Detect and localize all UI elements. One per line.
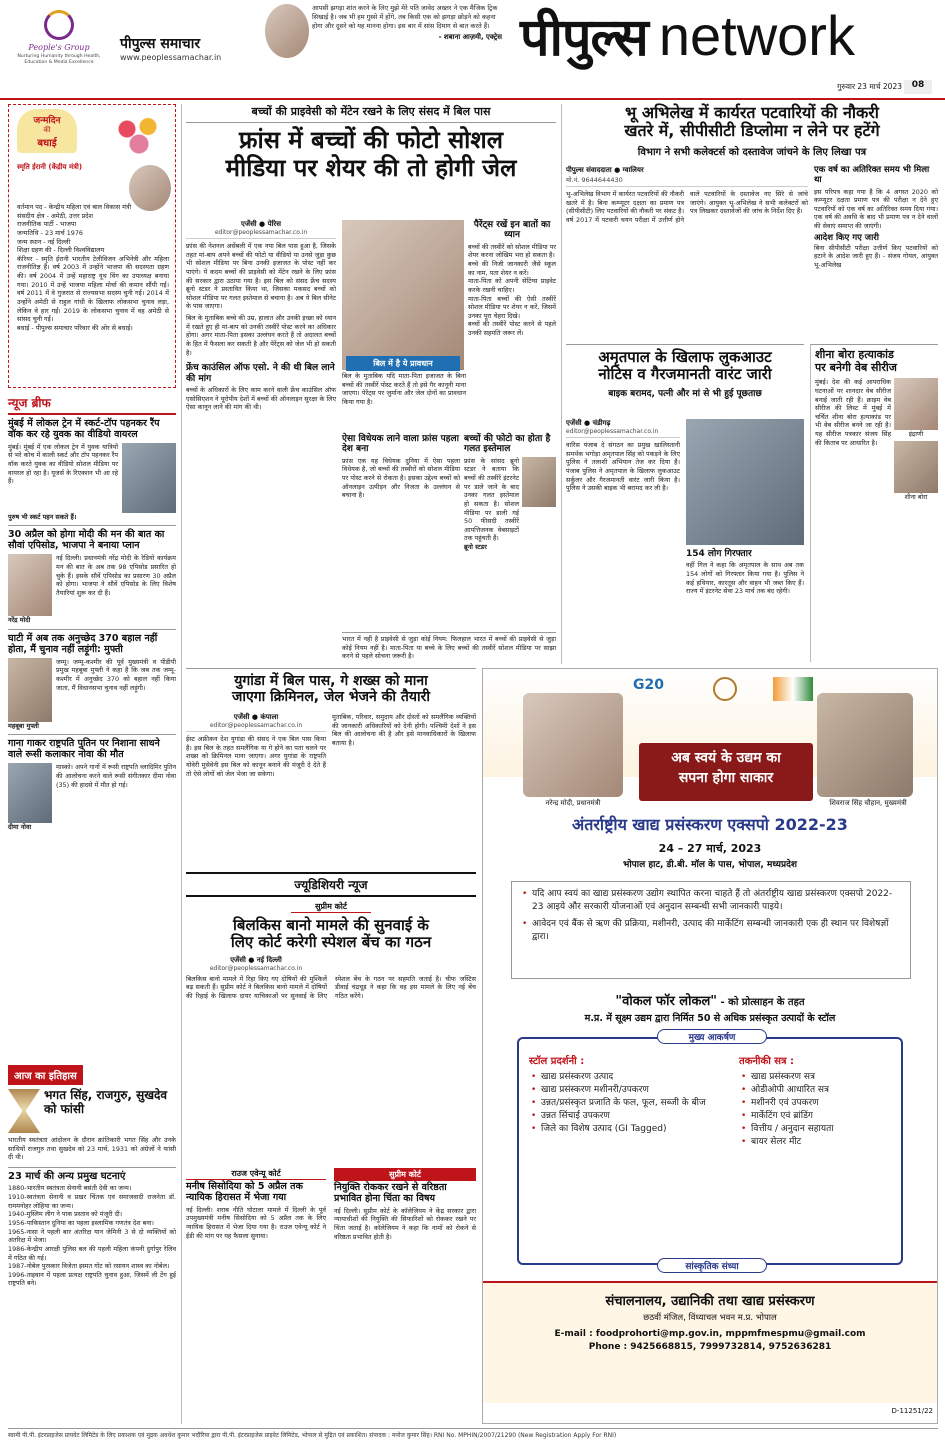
stall-item: • उन्नत/प्रसंस्कृत प्रजाति के फल, फूल, सब्जी के बीज	[529, 1097, 729, 1110]
peoples-group-logo	[14, 10, 104, 90]
expo-points	[511, 881, 911, 979]
title-network: network	[658, 4, 855, 67]
masthead-title	[520, 0, 940, 80]
msme-line: म.प्र. में सूक्ष्म उद्यम द्वारा निर्मित 50 से अधिक प्रसंस्कृत उत्पादों के स्टॉल	[584, 1013, 836, 1024]
ad-code: D-11251/22	[891, 1407, 933, 1415]
event-item: 1996-ताइवान में पहला प्रत्यक्ष राष्ट्रपति चुनाव हुआ, जिसमें ली टेंग हुई राष्ट्रपति बने।	[8, 1270, 176, 1288]
tech-item: • वित्तीय / अनुदान सहायता	[739, 1123, 899, 1136]
parents-sidebar: पैरेंट्स रखें इन बातों का ध्यान बच्चों की तस्वीरें को सोशल मीडिया पर शेयर करना जोखिम भरा हो सकता है। बच्चे की निजी जानकारी जैसे स्कूल का नाम, पता शेयर न करें। माता-पिता को अपनी सेटिंग्स प्राइवेट करके रखनी चाहिए। माता-पिता बच्चों की ऐसी तस्वीरें सोशल मीडिया पर शेयर न करें, जिसमें उनका पूरा चेहरा दिखे। बच्चों की तस्वीरें पोस्ट करने से पहले उनकी सहमति जरूर लें।	[468, 220, 556, 338]
group-name: People's Group	[28, 43, 90, 52]
brief-photo-1	[122, 443, 176, 513]
g20-logo: G20	[633, 677, 664, 693]
stall-item: • जिले का विशेष उत्पाद (GI Tagged)	[529, 1123, 729, 1136]
brief-item-3: घाटी में अब तक अनुच्छेद 370 बहाल नहीं होता, मैं चुनाव नहीं लड़ूंगी: मुफ्ती जम्मू। जम्मू-कश्मीर की पूर्व मुख्यमंत्री व पीडीपी प्रमुख महबूबा मुफ्ती ने कहा है कि जब तक जम्मू-कश्मीर में अनुच्छेद 370 को बहाल नहीं किया जाता, मैं विधानसभा चुनाव नहीं लड़ूंगी। महबूबा मुफ्ती	[8, 632, 176, 730]
dept-email: E-mail : foodprohorti@mp.gov.in, mppmfmespmu@gmail.com	[554, 1329, 866, 1339]
sidebar-item: बच्चों की तस्वीरें पोस्ट करने से पहले उनकी सहमति जरूर लें।	[468, 320, 556, 338]
bilkis-headline: बिलकिस बानो मामले की सुनवाई के लिए कोर्ट करेगी स्पेशल बेंच का गठन	[230, 916, 432, 952]
azadi-logo-icon	[773, 677, 813, 701]
attractions-box	[517, 1033, 903, 1272]
expo-point: • यदि आप स्वयं का खाद्य प्रसंस्करण उद्योग स्थापित करना चाहते हैं तो अंतर्राष्ट्रीय खाद्य प्रसंस्करण एक्सपो 2022-23 आइये और सरकारी योजनाओं एवं अनुदान सम्बन्धी सभी जानकारी पाइये।	[520, 888, 902, 914]
date-line: गुरुवार 23 मार्च 2023	[837, 82, 902, 91]
patwari-deck: विभाग ने सभी कलेक्टर्स को दस्तावेज जांचने के लिए लिखा पत्र	[637, 146, 867, 158]
event-item: 1965-नासा ने पहली बार अंतरिक्ष यान जेमिनी 3 से दो व्यक्तियों को अंतरिक्ष में भेजा।	[8, 1227, 176, 1245]
quote-author: - शबाना आज़मी, एक्ट्रेस	[438, 32, 502, 41]
cultural-tag: सांस्कृतिक संध्या	[657, 1258, 767, 1273]
tech-item: • बायर सेलर मीट	[739, 1136, 899, 1149]
uganda-headline: युगांडा में बिल पास, गे शख्स को माना जाएगा क्रिमिनल, जेल भेजने की तैयारी	[232, 673, 430, 706]
expo-point: • आवेदन एवं बैंक से ऋण की प्रक्रिया, मशीनरी, उत्पाद की मार्केटिंग सम्बन्धी जानकारी एक ही स्थान पर विशेषज्ञों द्वारा।	[520, 918, 902, 944]
judiciary-heading: ज्यूडिशियरी न्यूज	[186, 872, 476, 897]
news-brief-tag: न्यूज ब्रीफ	[8, 394, 176, 415]
tech-item: • ओडीओपी आधारित सत्र	[739, 1084, 899, 1097]
pm-caption: नरेन्द्र मोदी, प्रधानमंत्री	[545, 799, 601, 807]
uganda-story: युगांडा में बिल पास, गे शख्स को माना जाएगा क्रिमिनल, जेल भेजने की तैयारी एजेंसी ● कंपाला editor@peoplessamachar.co.in ईस्ट अफ्रीकन देश युगांडा की संसद ने एक बिल पास किया है। इस बिल के तहत समलैंगिक या गे होने का पता चलने पर शख्स को क्रिमिनल माना जाएगा। अगर युगांडा के राष्ट्रपति योवेरी मुसेवेनी इस बिल को कानून बनाने की मंजूरी दे देते हैं तो ऐसे लोगों को जेल भेजा जा सकेगा। मुताबिक, परिवार, समुदाय और दोस्तों को समलैंगिक व्यक्तियों की जानकारी अधिकारियों को देनी होगी। पश्चिमी देशों ने इस बिल की आलोचना की है और इसे मानवाधिकारों के खिलाफ बताया है।	[186, 668, 476, 868]
quote-text: आपसी झगड़ा शांत करने के लिए मुझे मेरे पति जावेद अख्तर ने एक मैजिक ट्रिक सिखाई है। जब भी हम गुस्से में होंगे, तब किसी एक को झगड़ा छोड़ने को कहना होगा और दूसरे को यह मानना होगा। इस बार में सांस दिमाग से बात करते हैं।	[312, 4, 498, 30]
itihas-title: भगत सिंह, राजगुरु, सुखदेव को फांसी	[44, 1088, 168, 1116]
sidebar-item: बच्चे की निजी जानकारी जैसे स्कूल का नाम, पता शेयर न करें।	[468, 259, 556, 277]
image-caption: बिल में है ये प्रावधान	[346, 356, 460, 371]
nova-photo	[8, 763, 52, 823]
imprint-footer: स्वामी पी.पी. इंटरप्राइजेस प्रायवेट लिमिटेड के लिए प्रकाशक एवं मुद्रक अवधेश कुमार भदौरिया द्वारा पी.पी. इंटरप्राइजेस प्राइवेट लिमिटेड, भोपाल से मुद्रित एवं प्रकाशित। संपादक : मनोज कुमार सिंह। RNI No. MPHIN/2007/21290 (New Registration Apply For RNI)	[8, 1428, 938, 1442]
sheena-photo	[894, 441, 938, 493]
france-story: बच्चों की प्राइवेसी को मेंटेन रखने के लिए संसद में बिल पास फ्रांस में बच्चों की फोटो सोशल मीडिया पर शेयर की तो होगी जेल एजेंसी ● पेरिस editor@peoplessamachar.co.in फ्रांस की नेशनल असेंबली में एक नया बिल पास हुआ है, जिसके तहत मां-बाप अपने बच्चों की फोटो या वीडियो या उनसे जुड़ा कुछ भी सोशल मीडिया पर बिना उनकी इजाजत के पोस्ट नहीं कर पाएंगे। ये कदम बच्चों की प्राइवेसी को मेंटेन रखने के लिए फ्रांस की सरकार द्वारा उठाया गया है। इस बिल को संसद फ्रेंच सदस्य ब्रूनो स्टडर ने प्रस्तावित किया था, जिसका मकसद बच्चों को सोशल मीडिया पर गलत इस्तेमाल से बचाना है। अब ये बिल सीनेट के पास जाएगा। बिल के मुताबिक बच्चे की उम्र, हालात और उनकी इच्छा को ध्यान में रखते हुए ही मां-बाप को उनकी तस्वीरें पोस्ट करने का अधिकार होगा। अगर माता-पिता इसका उल्लंघन करते हैं तो अदालत बच्चों के हित में फैसला कर सकती है और पेरेंट्स को जेल भी हो सकती है। फ्रेंच काउंसिल ऑफ एसो. ने की थी बिल लाने की मांग बच्चों के अधिकारों के लिए काम करने वाली फ्रेंच काउंसिल ऑफ एसोसिएशन ने यूरोपीय देशों में बच्चों की ऑनलाइन सुरक्षा के लिए ऐसा कानून लाने की मांग की थी। बिल में है ये प्रावधान पैरेंट्स रखें इन बातों का ध्यान बच्चों की तस्वीरें को सोशल मीडिया पर शेयर करना जोखिम भरा हो सकता है। बच्चे की निजी जानकारी जैसे स्कूल का नाम, पता शेयर न करें। माता-पिता को अपनी सेटिंग्स प्राइवेट करके रखनी चाहिए। माता-पिता बच्चों की ऐसी तस्वीरें सोशल मीडिया पर शेयर न करें, जिसमें उनका पूरा चेहरा दिखे। बच्चों की तस्वीरें पोस्ट करने से पहले उनकी सहमति जरूर लें। बिल के मुताबिक यदि माता-पिता इजाजत के बिना बच्चों की तस्वीरें पोस्ट करते हैं तो इसे गैर कानूनी माना जाएगा। पेरेंट्स पर जुर्माना और जेल दोनों का प्रावधान किया गया है। ऐसा विधेयक लाने वाला फ्रांस पहला देश बना फ्रांस एक यह विधेयक दुनिया में ऐसा पहला विधेयक है, जो बच्चों की तस्वीरों को सोशल मीडिया पर पोस्ट करने से रोकता है। इसका उद्देश्य बच्चों को ऑनलाइन उत्पीड़न और निजता के उल्लंघन से बचाना है। बच्चों की फोटो का होता है गलत इस्तेमाल फ्रांस के सांसद ब्रूनो स्टडर ने बताया कि बच्चों की तस्वीरें इंटरनेट पर डाले जाने के बाद उनका गलत इस्तेमाल हो सकता है। सोशल मीडिया पर डाली गई 50 फीसदी तस्वीरें आपत्तिजनक वेबसाइटों तक पहुंचती हैं। ब्रूनो स्टडर भारत में नहीं है प्राइवेसी से जुड़ा कोई नियम: फिलहाल भारत में बच्चों की प्राइवेसी से जुड़ा कोई नियम नहीं है। माता-पिता या बच्चे के लिए बच्चों की तस्वीरें सोशल मीडिया पर साझा करने से पहले सोचना जरूरी है।	[186, 104, 556, 662]
tech-item: • मशीनरी एवं उपकरण	[739, 1097, 899, 1110]
title-hindi: पीपुल्स	[520, 8, 648, 68]
dept-name: संचालनालय, उद्यानिकी तथा खाद्य प्रसंस्करण	[605, 1294, 815, 1309]
sheena-headline: शीना बोरा हत्याकांड पर बनेगी वेब सीरीज	[815, 348, 897, 374]
birthday-heading: जन्मदिन की बधाई	[17, 109, 77, 153]
patwari-sidebox: एक वर्ष का अतिरिक्त समय भी मिला था इस परिपत्र कहा गया है कि 4 अगस्त 2020 को कम्प्यूटर दक्षता प्रमाण पत्र की परीक्षा न देने हुए पटवारियों को एक वर्ष का अतिरिक्त समय दिया गया। एक वर्ष की अवधि के बाद भी प्रमाण पत्र न देने वालों की सेवाएं समाप्त की जाएंगी। आदेश किए गए जारी बिना सीपीसीटी परीक्षा उत्तीर्ण किए पटवारियों को हटाने के आदेश जारी हुए हैं। - संजय गोयल, आयुक्त भू-अभिलेख	[814, 165, 938, 269]
stall-item: • खाद्य प्रसंस्करण उत्पाद	[529, 1071, 729, 1084]
events-title: 23 मार्च की अन्य प्रमुख घटनाएं	[8, 1167, 176, 1183]
quote-box	[312, 4, 502, 88]
itihas-body: भारतीय स्वतंत्रता आंदोलन के दौरान क्रांतिकारी भगत सिंह और उनके साथियों राजगुरु तथा सुखदेव को 23 मार्च, 1931 को अंग्रेजों ने फांसी दी थी।	[8, 1136, 176, 1162]
cm-caption: शिवराज सिंह चौहान, मुख्यमंत्री	[829, 799, 907, 807]
sidebar-item: माता-पिता बच्चों की ऐसी तस्वीरें सोशल मीडिया पर शेयर न करें, जिसमें उनका पूरा चेहरा दिखे।	[468, 294, 556, 320]
group-logo-icon	[44, 10, 74, 40]
events-list	[8, 1184, 176, 1288]
tech-list: तकनीकी सत्र : • खाद्य प्रसंस्करण सत्र • ओडीओपी आधारित सत्र • मशीनरी एवं उपकरण • मार्केटिंग एवं ब्रांडिंग • वित्तीय / अनुदान सहायता • बायर सेलर मीट	[739, 1053, 899, 1253]
expo-advertisement	[482, 668, 938, 1424]
event-item: 1956-पाकिस्तान दुनिया का पहला इस्लामिक गणतंत्र देश बना।	[8, 1218, 154, 1227]
brief-item-2: 30 अप्रैल को होगा मोदी की मन की बात का सौवां एपिसोड, भाजपा ने बनाया प्लान नई दिल्ली। प्रधानमंत्री नरेंद्र मोदी के रेडियो कार्यक्रम मन की बात के अब तक 98 एपिसोड प्रसारित हो चुके हैं। इसके सौवें एपिसोड का प्रसारण 30 अप्रैल को होगा। भाजपा ने सौवें एपिसोड के लिए विशेष तैयारियां शुरू कर दी हैं। नरेंद्र मोदी	[8, 529, 176, 625]
court-tag: सुप्रीम कोर्ट	[291, 901, 371, 913]
main-attraction-tag: मुख्य आकर्षण	[657, 1029, 767, 1044]
birthday-details: वर्तमान पद - केन्द्रीय महिला एवं बाल विकास मंत्री संसदीय क्षेत्र - अमेठी, उत्तर प्रदेश राजनीतिक पार्टी - भाजपा जन्मतिथि - 23 मार्च 1976 जन्म स्थान - नई दिल्ली शिक्षा ग्रहण की - दिल्ली विश्वविद्यालय कॅरियर - स्मृति ईरानी भारतीय टेलीविजन अभिनेत्री और महिला राजनीतिज्ञ हैं। वर्ष 2003 में उन्होंने भाजपा की सदस्यता ग्रहण की। वर्ष 2004 में उन्हें महाराष्ट्र यूथ विंग का उपाध्यक्ष बनाया गया। 2010 में उन्हें भाजपा महिला मोर्चा की कमान सौंपी गई। वर्ष 2011 में वे गुजरात से राज्यसभा सदस्य चुनी गईं। 2014 में उन्होंने अमेठी से राहुल गांधी के खिलाफ लोकसभा चुनाव लड़ा, लेकिन वे हार गईं। 2019 के लोकसभा चुनाव में वह अमेठी से सांसद चुनी गईं। बधाई - पीपुल्स समाचार परिवार की ओर से बधाई।	[17, 203, 169, 332]
birthday-box	[8, 104, 176, 388]
website-link[interactable]: www.peoplessamachar.in	[120, 53, 222, 62]
event-item: 1910-स्वतंत्रता सेनानी व प्रखर चिंतक एवं समाजवादी राजनेता डॉ. राममनोहर लोहिया का जन्म।	[8, 1193, 176, 1210]
pm-photo	[523, 693, 623, 797]
brief-item-1: मुंबई में लोकल ट्रेन में स्कर्ट-टॉप पहनकर रैंप वॉक कर रहे युवक का वीडियो वायरल मुंबई। मुंबई में एक लोकल ट्रेन में युवक यात्रियों से भरे कोच में काली स्कर्ट और टॉप पहनकर रैंप वॉक करते युवक का वीडियो सोशल मीडिया पर वायरल हो रहा है। यूजर्स के रिएक्शन भी आ रहे हैं। पुरुष भी स्कर्ट पहन सकते हैं।	[8, 419, 176, 521]
stall-list: स्टॉल प्रदर्शनी : • खाद्य प्रसंस्करण उत्पाद • खाद्य प्रसंस्करण मशीनरी/उपकरण • उन्नत/प्रसंस्कृत प्रजाति के फल, फूल, सब्जी के बीज • उन्नत सिंचाई उपकरण • जिले का विशेष उत्पाद (GI Tagged)	[529, 1053, 729, 1253]
expo-title: अंतर्राष्ट्रीय खाद्य प्रसंस्करण एक्सपो 2022-23	[572, 815, 848, 834]
bruno-photo	[522, 457, 556, 507]
mufti-photo	[8, 658, 52, 722]
group-tagline: Nurturing Humanity through Health, Education & Media Excellence	[17, 54, 101, 65]
mp-emblem-icon	[713, 677, 737, 701]
expo-venue: भोपाल हाट, डी.बी. मॉल के पास, भोपाल, मध्यप्रदेश	[623, 860, 797, 870]
small-logo: पीपुल्स समाचार www.peoplessamachar.in	[120, 34, 260, 64]
judiciary-section: ज्यूडिशियरी न्यूज सुप्रीम कोर्ट बिलकिस बानो मामले की सुनवाई के लिए कोर्ट करेगी स्पेशल बेंच का गठन एजेंसी ● नई दिल्ली editor@peoplessamachar.co.in बिलकिस बानो मामले में रिहा किए गए दोषियों की मुश्किलें बढ़ सकती हैं। सुप्रीम कोर्ट ने बिलकिस बानो मामले में दोषियों की रिहाई के खिलाफ दायर याचिकाओं पर सुनवाई के लिए स्पेशल बेंच के गठन पर सहमति जताई है। चीफ जस्टिस डीवाई चंद्रचूड़ ने कहा कि वह इस मामले के लिए नई बेंच गठित करेंगे। राउज एवेन्यू कोर्ट मनीष सिसोदिया को 5 अप्रैल तक न्यायिक हिरासत में भेजा गया नई दिल्ली। शराब नीति घोटाला मामले में दिल्ली के पूर्व उपमुख्यमंत्री मनीष सिसोदिया को 5 अप्रैल तक के लिए न्यायिक हिरासत में भेजा दिया गया है। राउज एवेन्यू कोर्ट ने ईडी की मांग पर यह फैसला सुनाया। सुप्रीम कोर्ट नियुक्ति रोककर रखने से वरिष्ठता प्रभावित होना चिंता का विषय नई दिल्ली। सुप्रीम कोर्ट के कॉलेजियम ने केंद्र सरकार द्वारा न्यायाधीशों की नियुक्ति की सिफारिशों को रोककर रखने पर चिंता जताई है। कॉलेजियम ने कहा कि नामों को रोकने से वरिष्ठता प्रभावित होती है।	[186, 872, 476, 1424]
modi-photo	[8, 554, 52, 616]
itihas-box	[8, 1064, 176, 1424]
itihas-tag: आज का इतिहास	[8, 1065, 83, 1085]
event-item: 1880-भारतीय स्वतंत्रता सेनानी बसंती देवी का जन्म।	[8, 1184, 132, 1193]
collegium-story: सुप्रीम कोर्ट नियुक्ति रोककर रखने से वरिष्ठता प्रभावित होना चिंता का विषय नई दिल्ली। सुप्रीम कोर्ट के कॉलेजियम ने केंद्र सरकार द्वारा न्यायाधीशों की नियुक्ति की सिफारिशों को रोककर रखने पर चिंता जताई है। कॉलेजियम ने कहा कि नामों को रोकने से वरिष्ठता प्रभावित होती है।	[334, 1170, 476, 1241]
sidebar-item: बच्चों की तस्वीरें को सोशल मीडिया पर शेयर करना जोखिम भरा हो सकता है।	[468, 242, 556, 260]
stall-item: • खाद्य प्रसंस्करण मशीनरी/उपकरण	[529, 1084, 729, 1097]
france-byline: एजेंसी ● पेरिस	[241, 220, 281, 228]
page-number: 08	[904, 80, 932, 94]
col-divider-left	[181, 104, 182, 1424]
flowers-illustration	[109, 109, 169, 159]
event-item: 1987-नोबेल पुरस्कार विजेता इस्मत गोट को रसायन शास्त्र का नोबेल।	[8, 1262, 170, 1271]
france-email: editor@peoplessamachar.co.in	[186, 229, 336, 239]
birthday-name: स्मृति ईरानी (केंद्रीय मंत्री)	[17, 163, 83, 171]
tech-item: • खाद्य प्रसंस्करण सत्र	[739, 1071, 899, 1084]
dept-block	[483, 1281, 937, 1403]
amritpal-story: अमृतपाल के खिलाफ लुकआउट नोटिस व गैरजमानती वारंट जारी बाइक बरामद, पत्नी और मां से भी हुई पूछताछ एजेंसी ● चंडीगढ़ editor@peoplessamachar.co.in वारिस पंजाब दे संगठन का प्रमुख खालिस्तानी समर्थक भगोड़ा अमृतपाल सिंह को पकड़ने के लिए पुलिस ने तलाशी अभियान तेज कर दिया है। पंजाब पुलिस ने अमृतपाल के खिलाफ लुकआउट सर्कुलर और गैरजमानती वारंट जारी किया है। पुलिस ने उसकी बाइक भी बरामद कर ली है। 154 लोग गिरफ्तार वहीं गिल ने कहा कि अमृतपाल के साथ अब तक 154 लोगों को गिरफ्तार किया गया है। पुलिस ने कई हथियार, कारतूस और वाहन भी जब्त किए हैं। राज्य में इंटरनेट सेवा 23 मार्च तक बंद रहेगी।	[566, 344, 804, 662]
indrani-photo	[894, 378, 938, 430]
amritpal-headline: अमृतपाल के खिलाफ लुकआउट नोटिस व गैरजमानती वारंट जारी	[598, 348, 772, 384]
sidebar-item: माता-पिता को अपनी सेटिंग्स प्राइवेट करके रखनी चाहिए।	[468, 277, 556, 294]
expo-date: 24 – 27 मार्च, 2023	[658, 842, 762, 855]
dept-address: छठवीं मंजिल, विंध्याचल भवन म.प्र. भोपाल	[643, 1313, 777, 1323]
brief-item-4: गाना गाकर राष्ट्रपति पुतिन पर निशाना साधने वाले रूसी कलाकार नोवा की मौत मास्को। अपने गानों में रूसी राष्ट्रपति व्लादिमिर पुतिन की आलोचना करने वाले रूसी संगीतकार दीमा नोवा (35) की हादसे में मौत हो गई। दीमा नोवा	[8, 738, 176, 832]
cm-photo	[817, 693, 913, 797]
tech-item: • मार्केटिंग एवं ब्रांडिंग	[739, 1110, 899, 1123]
sheena-story: शीना बोरा हत्याकांड पर बनेगी वेब सीरीज मुंबई। देश की कई आपराधिक घटनाओं पर शानदार वेब सीरीज बनाई जाती रही हैं। क्राइम वेब सीरीज की लिस्ट में मुंबई में चर्चित शीना बोरा हत्याकांड पर भी वेब सीरीज बनने जा रही है। यह सीरीज पत्रकार संजय सिंह की किताब पर आधारित है। इंद्राणी शीना बोरा	[810, 344, 938, 662]
stall-item: • उन्नत सिंचाई उपकरण	[529, 1110, 729, 1123]
hourglass-icon	[8, 1089, 40, 1133]
event-item: 1986-केन्द्रीय आरक्षी पुलिस बल की पहली महिला कंपनी दुर्गापुर रेलिव में गठित की गई।	[8, 1244, 176, 1262]
news-brief	[8, 394, 176, 1046]
shabana-photo	[265, 4, 309, 58]
vocal-line: "वोकल फॉर लोकल" - को प्रोत्साहन के तहत	[615, 994, 805, 1009]
france-headline: फ्रांस में बच्चों की फोटो सोशल मीडिया पर शेयर की तो होगी जेल	[225, 126, 517, 182]
col-divider-mid	[561, 104, 562, 664]
masthead-rule	[0, 98, 945, 100]
ad-slogan: अब स्वयं के उद्यम का सपना होगा साकार	[639, 743, 813, 801]
patwari-story: भू अभिलेख में कार्यरत पटवारियों की नौकरी खतरे में, सीपीसीटी डिप्लोमा न लेने पर हटेंगे विभाग ने सभी कलेक्टर्स को दस्तावेज जांचने के लिए लिखा पत्र पीपुल्स संवाददाता ● ग्वालियर मो.नं. 9644644430 भू-अभिलेख विभाग में कार्यरत पटवारियों की नौकरी खतरे में है। बिना कम्प्यूटर दक्षता का प्रमाण पत्र (सीपीसीटी) लिए पटवारियों की नौकरी पर संकट है। वर्ष 2017 में पटवारी चयन परीक्षा में उत्तीर्ण होने वाले पटवारियों के दस्तावेज नए सिरे से जांचे जाएंगे। आयुक्त भू-अभिलेख ने सभी कलेक्टरों को पत्र लिखकर दस्तावेजों की जांच के निर्देश दिए हैं। एक वर्ष का अतिरिक्त समय भी मिला था इस परिपत्र कहा गया है कि 4 अगस्त 2020 को कम्प्यूटर दक्षता प्रमाण पत्र की परीक्षा न देने हुए पटवारियों को एक वर्ष का अतिरिक्त समय दिया गया। एक वर्ष की अवधि के बाद भी प्रमाण पत्र न देने वालों की सेवाएं समाप्त की जाएंगी। आदेश किए गए जारी बिना सीपीसीटी परीक्षा उत्तीर्ण किए पटवारियों को हटाने के आदेश जारी हुए हैं। - संजय गोयल, आयुक्त भू-अभिलेख	[566, 104, 938, 304]
sisodia-story: राउज एवेन्यू कोर्ट मनीष सिसोदिया को 5 अप्रैल तक न्यायिक हिरासत में भेजा गया नई दिल्ली। शराब नीति घोटाला मामले में दिल्ली के पूर्व उपमुख्यमंत्री मनीष सिसोदिया को 5 अप्रैल तक के लिए न्यायिक हिरासत में भेजा दिया गया है। राउज एवेन्यू कोर्ट ने ईडी की मांग पर यह फैसला सुनाया।	[186, 1169, 326, 1240]
masthead	[0, 0, 945, 98]
patwari-headline: भू अभिलेख में कार्यरत पटवारियों की नौकरी खतरे में, सीपीसीटी डिप्लोमा न लेने पर हटेंगे	[624, 103, 880, 141]
dept-phone: Phone : 9425668815, 7999732814, 9752636281	[588, 1342, 832, 1352]
baby-photo	[342, 220, 464, 370]
india-note: भारत में नहीं है प्राइवेसी से जुड़ा कोई नियम: फिलहाल भारत में बच्चों की प्राइवेसी से जुड़ा कोई नियम नहीं है। माता-पिता या बच्चे के लिए बच्चों की तस्वीरें सोशल मीडिया पर साझा करने से पहले सोचना जरूरी है।	[342, 632, 556, 664]
france-kicker: बच्चों की प्राइवेसी को मेंटेन रखने के लिए संसद में बिल पास	[186, 104, 556, 123]
event-item: 1940-मुस्लिम लीग ने पाक प्रस्ताव को मंजूरी दी।	[8, 1210, 123, 1219]
amritpal-photo	[686, 419, 804, 545]
